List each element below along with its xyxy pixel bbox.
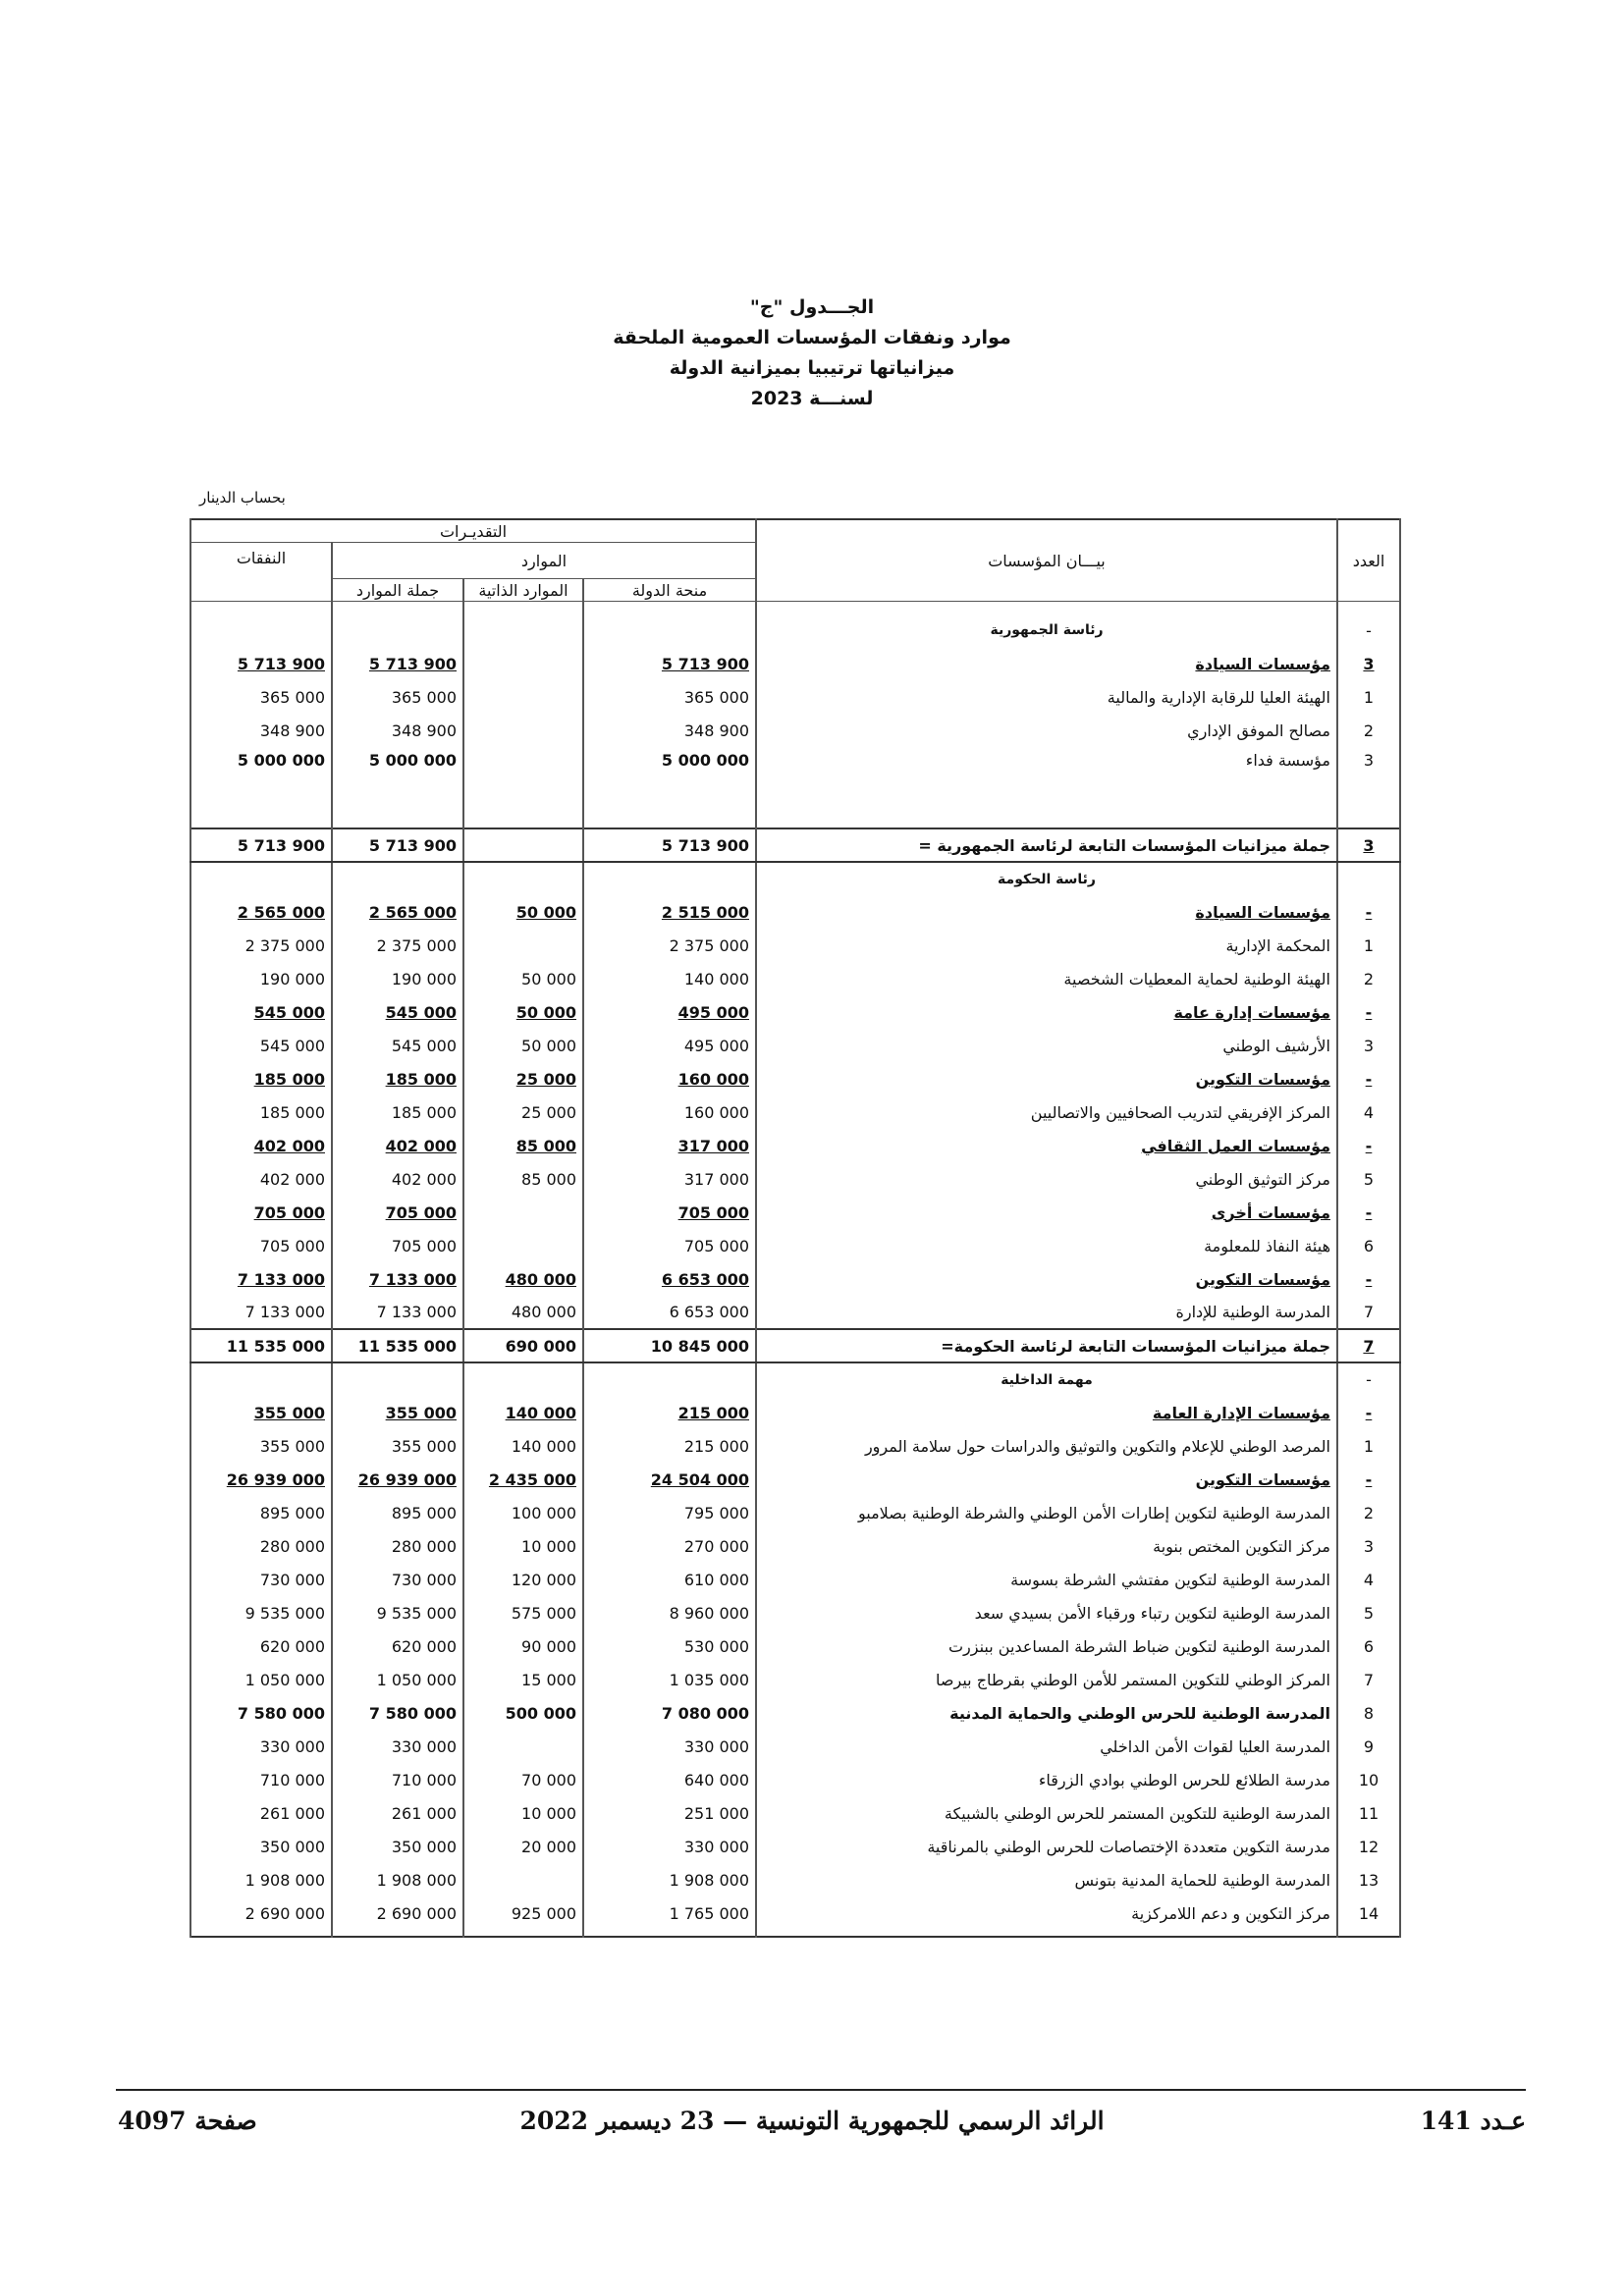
description-cell: مؤسسات السيادة bbox=[756, 647, 1337, 680]
number-cell: 6 bbox=[1337, 1629, 1400, 1663]
total-resources-cell: 355 000 bbox=[332, 1429, 463, 1463]
total-resources-cell: 330 000 bbox=[332, 1730, 463, 1763]
number-cell: - bbox=[1337, 1362, 1400, 1396]
expenses-cell: 2 375 000 bbox=[190, 929, 332, 962]
total-resources-cell bbox=[332, 1362, 463, 1396]
own-resources-cell: 100 000 bbox=[463, 1496, 583, 1529]
state-grant-cell: 140 000 bbox=[583, 962, 756, 995]
total-resources-cell: 620 000 bbox=[332, 1629, 463, 1663]
title-line-1: الجـــدول "ج" bbox=[749, 296, 875, 318]
description-cell: المدرسة الوطنية لتكوين رتباء ورقباء الأمن بسيدي سعد bbox=[756, 1596, 1337, 1629]
state-grant-cell: 348 900 bbox=[583, 714, 756, 747]
table-row bbox=[190, 1596, 1400, 1629]
header-state-grant: منحة الدولة bbox=[583, 579, 756, 602]
expenses-cell: 355 000 bbox=[190, 1396, 332, 1429]
description-cell: رئاسة الجمهورية bbox=[756, 614, 1337, 647]
table-row bbox=[190, 1362, 1400, 1396]
description-cell: المدرسة الوطنية للإدارة bbox=[756, 1296, 1337, 1329]
description-cell: الأرشيف الوطني bbox=[756, 1029, 1337, 1062]
number-cell: 8 bbox=[1337, 1696, 1400, 1730]
own-resources-cell: 2 435 000 bbox=[463, 1463, 583, 1496]
table-row bbox=[190, 1329, 1400, 1362]
number-cell: 2 bbox=[1337, 1496, 1400, 1529]
expenses-cell: 2 690 000 bbox=[190, 1896, 332, 1930]
own-resources-cell: 120 000 bbox=[463, 1563, 583, 1596]
description-cell: رئاسة الحكومة bbox=[756, 862, 1337, 895]
unit-label: بحساب الدينار bbox=[199, 489, 286, 507]
own-resources-cell bbox=[463, 714, 583, 747]
own-resources-cell bbox=[463, 828, 583, 862]
own-resources-cell: 50 000 bbox=[463, 995, 583, 1029]
description-cell: مصالح الموفق الإداري bbox=[756, 714, 1337, 747]
expenses-cell: 5 000 000 bbox=[190, 747, 332, 774]
state-grant-cell bbox=[583, 862, 756, 895]
expenses-cell: 190 000 bbox=[190, 962, 332, 995]
header-description: بيـــان المؤسسات bbox=[756, 519, 1337, 602]
expenses-cell: 402 000 bbox=[190, 1129, 332, 1162]
table-row bbox=[190, 962, 1400, 995]
footer-issue-number: عـدد 141 bbox=[1420, 2107, 1526, 2135]
footer-page-number: صفحة 4097 bbox=[118, 2107, 257, 2135]
state-grant-cell: 1 035 000 bbox=[583, 1663, 756, 1696]
table-row bbox=[190, 1496, 1400, 1529]
expenses-cell: 402 000 bbox=[190, 1162, 332, 1196]
state-grant-cell: 795 000 bbox=[583, 1496, 756, 1529]
state-grant-cell: 610 000 bbox=[583, 1563, 756, 1596]
description-cell: الهيئة العليا للرقابة الإدارية والمالية bbox=[756, 680, 1337, 714]
expenses-cell: 365 000 bbox=[190, 680, 332, 714]
own-resources-cell: 85 000 bbox=[463, 1129, 583, 1162]
number-cell: 3 bbox=[1337, 828, 1400, 862]
number-cell: 1 bbox=[1337, 1429, 1400, 1463]
description-cell: مؤسسات العمل الثقافي bbox=[756, 1129, 1337, 1162]
state-grant-cell bbox=[583, 774, 756, 828]
state-grant-cell: 317 000 bbox=[583, 1162, 756, 1196]
own-resources-cell bbox=[463, 929, 583, 962]
table-row bbox=[190, 1396, 1400, 1429]
description-cell: مؤسسات التكوين bbox=[756, 1262, 1337, 1296]
expenses-cell: 705 000 bbox=[190, 1196, 332, 1229]
total-resources-cell: 365 000 bbox=[332, 680, 463, 714]
description-cell: مركز التوثيق الوطني bbox=[756, 1162, 1337, 1196]
number-cell: - bbox=[1337, 895, 1400, 929]
expenses-cell: 9 535 000 bbox=[190, 1596, 332, 1629]
table-row bbox=[190, 1062, 1400, 1095]
number-cell: 12 bbox=[1337, 1830, 1400, 1863]
state-grant-cell: 7 080 000 bbox=[583, 1696, 756, 1730]
number-cell: - bbox=[1337, 1196, 1400, 1229]
expenses-cell bbox=[190, 862, 332, 895]
state-grant-cell: 495 000 bbox=[583, 995, 756, 1029]
state-grant-cell: 1 908 000 bbox=[583, 1863, 756, 1896]
state-grant-cell: 8 960 000 bbox=[583, 1596, 756, 1629]
own-resources-cell bbox=[463, 862, 583, 895]
title-line-2: موارد ونفقات المؤسسات العمومية الملحقة bbox=[613, 327, 1011, 348]
total-resources-cell: 11 535 000 bbox=[332, 1329, 463, 1362]
expenses-cell: 895 000 bbox=[190, 1496, 332, 1529]
description-cell: مركز التكوين و دعم اللامركزية bbox=[756, 1896, 1337, 1930]
number-cell: 3 bbox=[1337, 1529, 1400, 1563]
title-line-4: لسنـــة 2023 bbox=[750, 388, 874, 409]
own-resources-cell: 50 000 bbox=[463, 895, 583, 929]
total-resources-cell bbox=[332, 614, 463, 647]
own-resources-cell: 480 000 bbox=[463, 1262, 583, 1296]
number-cell: 3 bbox=[1337, 747, 1400, 774]
own-resources-cell bbox=[463, 614, 583, 647]
number-cell: - bbox=[1337, 1262, 1400, 1296]
number-cell: 3 bbox=[1337, 1029, 1400, 1062]
own-resources-cell bbox=[463, 1362, 583, 1396]
state-grant-cell: 530 000 bbox=[583, 1629, 756, 1663]
table-row bbox=[190, 1029, 1400, 1062]
total-resources-cell: 2 565 000 bbox=[332, 895, 463, 929]
description-cell: مؤسسات التكوين bbox=[756, 1062, 1337, 1095]
own-resources-cell: 20 000 bbox=[463, 1830, 583, 1863]
header-resources: الموارد bbox=[332, 543, 756, 579]
expenses-cell: 7 580 000 bbox=[190, 1696, 332, 1730]
expenses-cell: 185 000 bbox=[190, 1062, 332, 1095]
number-cell: 7 bbox=[1337, 1329, 1400, 1362]
state-grant-cell: 330 000 bbox=[583, 1830, 756, 1863]
number-cell: 6 bbox=[1337, 1229, 1400, 1262]
description-cell: مؤسسات إدارة عامة bbox=[756, 995, 1337, 1029]
number-cell: 5 bbox=[1337, 1596, 1400, 1629]
table-row bbox=[190, 1229, 1400, 1262]
expenses-cell: 348 900 bbox=[190, 714, 332, 747]
title-line-3: ميزانياتها ترتيبيا بميزانية الدولة bbox=[669, 357, 955, 379]
expenses-cell: 350 000 bbox=[190, 1830, 332, 1863]
own-resources-cell bbox=[463, 647, 583, 680]
expenses-cell: 730 000 bbox=[190, 1563, 332, 1596]
table-row bbox=[190, 647, 1400, 680]
state-grant-cell: 215 000 bbox=[583, 1429, 756, 1463]
description-cell: المدرسة العليا لقوات الأمن الداخلي bbox=[756, 1730, 1337, 1763]
own-resources-cell bbox=[463, 1196, 583, 1229]
number-cell: 11 bbox=[1337, 1796, 1400, 1830]
expenses-cell: 1 908 000 bbox=[190, 1863, 332, 1896]
expenses-cell bbox=[190, 774, 332, 828]
expenses-cell: 7 133 000 bbox=[190, 1262, 332, 1296]
total-resources-cell: 350 000 bbox=[332, 1830, 463, 1863]
total-resources-cell: 7 133 000 bbox=[332, 1296, 463, 1329]
description-cell: مهمة الداخلية bbox=[756, 1362, 1337, 1396]
expenses-cell: 330 000 bbox=[190, 1730, 332, 1763]
state-grant-cell: 160 000 bbox=[583, 1062, 756, 1095]
state-grant-cell: 705 000 bbox=[583, 1229, 756, 1262]
description-cell: المحكمة الإدارية bbox=[756, 929, 1337, 962]
description-cell: مدرسة التكوين متعددة الإختصاصات للحرس الوطني بالمرناقية bbox=[756, 1830, 1337, 1863]
own-resources-cell: 140 000 bbox=[463, 1429, 583, 1463]
table-row bbox=[190, 1529, 1400, 1563]
number-cell: - bbox=[1337, 1129, 1400, 1162]
state-grant-cell: 1 765 000 bbox=[583, 1896, 756, 1930]
own-resources-cell bbox=[463, 1229, 583, 1262]
description-cell bbox=[756, 774, 1337, 828]
total-resources-cell: 185 000 bbox=[332, 1095, 463, 1129]
number-cell: 2 bbox=[1337, 714, 1400, 747]
expenses-cell: 1 050 000 bbox=[190, 1663, 332, 1696]
table-row bbox=[190, 1463, 1400, 1496]
state-grant-cell: 2 375 000 bbox=[583, 929, 756, 962]
total-resources-cell: 1 908 000 bbox=[332, 1863, 463, 1896]
expenses-cell: 545 000 bbox=[190, 1029, 332, 1062]
total-resources-cell: 2 690 000 bbox=[332, 1896, 463, 1930]
table-row bbox=[190, 1563, 1400, 1596]
header-number: العدد bbox=[1337, 519, 1400, 602]
table-row bbox=[190, 1730, 1400, 1763]
own-resources-cell: 690 000 bbox=[463, 1329, 583, 1362]
number-cell: 3 bbox=[1337, 647, 1400, 680]
description-cell: مؤسسات الإدارة العامة bbox=[756, 1396, 1337, 1429]
table-row bbox=[190, 1896, 1400, 1930]
number-cell: 2 bbox=[1337, 962, 1400, 995]
own-resources-cell: 575 000 bbox=[463, 1596, 583, 1629]
own-resources-cell: 70 000 bbox=[463, 1763, 583, 1796]
header-estimates: التقديـرات bbox=[190, 519, 756, 543]
state-grant-cell: 2 515 000 bbox=[583, 895, 756, 929]
table-row bbox=[190, 1863, 1400, 1896]
number-cell: 7 bbox=[1337, 1663, 1400, 1696]
table-row bbox=[190, 1629, 1400, 1663]
number-cell: 14 bbox=[1337, 1896, 1400, 1930]
total-resources-cell: 5 713 900 bbox=[332, 647, 463, 680]
expenses-cell: 261 000 bbox=[190, 1796, 332, 1830]
table-body bbox=[190, 614, 1400, 1937]
own-resources-cell: 140 000 bbox=[463, 1396, 583, 1429]
total-resources-cell: 895 000 bbox=[332, 1496, 463, 1529]
total-resources-cell: 190 000 bbox=[332, 962, 463, 995]
total-resources-cell bbox=[332, 862, 463, 895]
number-cell: - bbox=[1337, 995, 1400, 1029]
total-resources-cell: 705 000 bbox=[332, 1229, 463, 1262]
table-row bbox=[190, 774, 1400, 828]
description-cell: مؤسسات السيادة bbox=[756, 895, 1337, 929]
table-row bbox=[190, 1663, 1400, 1696]
state-grant-cell: 270 000 bbox=[583, 1529, 756, 1563]
table-row bbox=[190, 680, 1400, 714]
state-grant-cell: 6 653 000 bbox=[583, 1262, 756, 1296]
description-cell: جملة ميزانيات المؤسسات التابعة لرئاسة الجمهورية = bbox=[756, 828, 1337, 862]
own-resources-cell: 25 000 bbox=[463, 1062, 583, 1095]
budget-table bbox=[189, 518, 1401, 1938]
own-resources-cell bbox=[463, 774, 583, 828]
own-resources-cell: 25 000 bbox=[463, 1095, 583, 1129]
number-cell: 13 bbox=[1337, 1863, 1400, 1896]
total-resources-cell: 402 000 bbox=[332, 1162, 463, 1196]
description-cell: المدرسة الوطنية للحرس الوطني والحماية المدنية bbox=[756, 1696, 1337, 1730]
own-resources-cell: 10 000 bbox=[463, 1529, 583, 1563]
expenses-cell: 280 000 bbox=[190, 1529, 332, 1563]
number-cell: 5 bbox=[1337, 1162, 1400, 1196]
number-cell: 4 bbox=[1337, 1563, 1400, 1596]
expenses-cell bbox=[190, 614, 332, 647]
own-resources-cell bbox=[463, 680, 583, 714]
number-cell: - bbox=[1337, 1062, 1400, 1095]
table-row bbox=[190, 1429, 1400, 1463]
number-cell: 1 bbox=[1337, 929, 1400, 962]
expenses-cell: 11 535 000 bbox=[190, 1329, 332, 1362]
expenses-cell: 620 000 bbox=[190, 1629, 332, 1663]
table-row bbox=[190, 895, 1400, 929]
state-grant-cell bbox=[583, 1362, 756, 1396]
table-row bbox=[190, 1696, 1400, 1730]
number-cell: - bbox=[1337, 1396, 1400, 1429]
description-cell: المركز الإفريقي لتدريب الصحافيين والاتصاليين bbox=[756, 1095, 1337, 1129]
state-grant-cell: 6 653 000 bbox=[583, 1296, 756, 1329]
state-grant-cell: 495 000 bbox=[583, 1029, 756, 1062]
total-resources-cell: 1 050 000 bbox=[332, 1663, 463, 1696]
own-resources-cell bbox=[463, 1730, 583, 1763]
own-resources-cell: 925 000 bbox=[463, 1896, 583, 1930]
total-resources-cell: 355 000 bbox=[332, 1396, 463, 1429]
description-cell: المدرسة الوطنية لتكوين إطارات الأمن الوطني والشرطة الوطنية بصلامبو bbox=[756, 1496, 1337, 1529]
total-resources-cell: 2 375 000 bbox=[332, 929, 463, 962]
number-cell: 7 bbox=[1337, 1296, 1400, 1329]
state-grant-cell: 640 000 bbox=[583, 1763, 756, 1796]
total-resources-cell: 26 939 000 bbox=[332, 1463, 463, 1496]
state-grant-cell: 705 000 bbox=[583, 1196, 756, 1229]
description-cell: مركز التكوين المختص بنوبة bbox=[756, 1529, 1337, 1563]
own-resources-cell bbox=[463, 747, 583, 774]
number-cell: 10 bbox=[1337, 1763, 1400, 1796]
total-resources-cell: 7 580 000 bbox=[332, 1696, 463, 1730]
description-cell: هيئة النفاذ للمعلومة bbox=[756, 1229, 1337, 1262]
number-cell: - bbox=[1337, 1463, 1400, 1496]
expenses-cell: 5 713 900 bbox=[190, 647, 332, 680]
footer-rule bbox=[116, 2089, 1526, 2091]
total-resources-cell: 545 000 bbox=[332, 995, 463, 1029]
state-grant-cell: 160 000 bbox=[583, 1095, 756, 1129]
expenses-cell: 355 000 bbox=[190, 1429, 332, 1463]
state-grant-cell bbox=[583, 614, 756, 647]
state-grant-cell: 215 000 bbox=[583, 1396, 756, 1429]
table-row bbox=[190, 1796, 1400, 1830]
state-grant-cell: 5 713 900 bbox=[583, 647, 756, 680]
own-resources-cell: 15 000 bbox=[463, 1663, 583, 1696]
own-resources-cell: 50 000 bbox=[463, 1029, 583, 1062]
total-resources-cell: 280 000 bbox=[332, 1529, 463, 1563]
total-resources-cell: 261 000 bbox=[332, 1796, 463, 1830]
table-row bbox=[190, 1095, 1400, 1129]
header-total-resources: جملة الموارد bbox=[332, 579, 463, 602]
table-row bbox=[190, 1162, 1400, 1196]
expenses-cell: 710 000 bbox=[190, 1763, 332, 1796]
table-row bbox=[190, 747, 1400, 774]
table-row bbox=[190, 1129, 1400, 1162]
table-row bbox=[190, 714, 1400, 747]
expenses-cell: 7 133 000 bbox=[190, 1296, 332, 1329]
state-grant-cell: 365 000 bbox=[583, 680, 756, 714]
own-resources-cell: 10 000 bbox=[463, 1796, 583, 1830]
number-cell: 1 bbox=[1337, 680, 1400, 714]
total-resources-cell: 9 535 000 bbox=[332, 1596, 463, 1629]
own-resources-cell bbox=[463, 1863, 583, 1896]
table-row bbox=[190, 828, 1400, 862]
expenses-cell bbox=[190, 1362, 332, 1396]
expenses-cell: 705 000 bbox=[190, 1229, 332, 1262]
total-resources-cell: 185 000 bbox=[332, 1062, 463, 1095]
number-cell: 9 bbox=[1337, 1730, 1400, 1763]
expenses-cell: 545 000 bbox=[190, 995, 332, 1029]
table-row bbox=[190, 1763, 1400, 1796]
description-cell: جملة ميزانيات المؤسسات التابعة لرئاسة الحكومة= bbox=[756, 1329, 1337, 1362]
state-grant-cell: 24 504 000 bbox=[583, 1463, 756, 1496]
table-row bbox=[190, 862, 1400, 895]
description-cell: المرصد الوطني للإعلام والتكوين والتوثيق والدراسات حول سلامة المرور bbox=[756, 1429, 1337, 1463]
total-resources-cell: 7 133 000 bbox=[332, 1262, 463, 1296]
footer-publication: الرائد الرسمي للجمهورية التونسية — 23 ديسمبر 2022 bbox=[519, 2107, 1105, 2135]
state-grant-cell: 5 000 000 bbox=[583, 747, 756, 774]
total-resources-cell bbox=[332, 774, 463, 828]
expenses-cell: 5 713 900 bbox=[190, 828, 332, 862]
number-cell: - bbox=[1337, 614, 1400, 647]
description-cell: المدرسة الوطنية للتكوين المستمر للحرس الوطني بالشبيكة bbox=[756, 1796, 1337, 1830]
total-resources-cell: 5 713 900 bbox=[332, 828, 463, 862]
number-cell bbox=[1337, 774, 1400, 828]
total-resources-cell: 5 000 000 bbox=[332, 747, 463, 774]
total-resources-cell: 545 000 bbox=[332, 1029, 463, 1062]
table-filler-row bbox=[190, 1930, 1400, 1937]
description-cell: المركز الوطني للتكوين المستمر للأمن الوطني بقرطاج بيرصا bbox=[756, 1663, 1337, 1696]
table-row bbox=[190, 995, 1400, 1029]
header-expenses: النفقات bbox=[190, 543, 332, 602]
table-row bbox=[190, 1830, 1400, 1863]
description-cell: مدرسة الطلائع للحرس الوطني بوادي الزرقاء bbox=[756, 1763, 1337, 1796]
description-cell: مؤسسة فداء bbox=[756, 747, 1337, 774]
own-resources-cell: 500 000 bbox=[463, 1696, 583, 1730]
own-resources-cell: 85 000 bbox=[463, 1162, 583, 1196]
state-grant-cell: 10 845 000 bbox=[583, 1329, 756, 1362]
state-grant-cell: 317 000 bbox=[583, 1129, 756, 1162]
description-cell: مؤسسات أخرى bbox=[756, 1196, 1337, 1229]
state-grant-cell: 5 713 900 bbox=[583, 828, 756, 862]
table-title-block bbox=[0, 293, 1624, 414]
table-row bbox=[190, 1196, 1400, 1229]
total-resources-cell: 705 000 bbox=[332, 1196, 463, 1229]
own-resources-cell: 480 000 bbox=[463, 1296, 583, 1329]
table-row bbox=[190, 614, 1400, 647]
total-resources-cell: 730 000 bbox=[332, 1563, 463, 1596]
state-grant-cell: 251 000 bbox=[583, 1796, 756, 1830]
state-grant-cell: 330 000 bbox=[583, 1730, 756, 1763]
table-row bbox=[190, 929, 1400, 962]
description-cell: الهيئة الوطنية لحماية المعطيات الشخصية bbox=[756, 962, 1337, 995]
total-resources-cell: 402 000 bbox=[332, 1129, 463, 1162]
own-resources-cell: 50 000 bbox=[463, 962, 583, 995]
number-cell bbox=[1337, 862, 1400, 895]
header-own-resources: الموارد الذاتية bbox=[463, 579, 583, 602]
table-row bbox=[190, 1262, 1400, 1296]
expenses-cell: 185 000 bbox=[190, 1095, 332, 1129]
description-cell: مؤسسات التكوين bbox=[756, 1463, 1337, 1496]
description-cell: المدرسة الوطنية للحماية المدنية بتونس bbox=[756, 1863, 1337, 1896]
description-cell: المدرسة الوطنية لتكوين مفتشي الشرطة بسوسة bbox=[756, 1563, 1337, 1596]
own-resources-cell: 90 000 bbox=[463, 1629, 583, 1663]
expenses-cell: 2 565 000 bbox=[190, 895, 332, 929]
total-resources-cell: 710 000 bbox=[332, 1763, 463, 1796]
table-row bbox=[190, 1296, 1400, 1329]
description-cell: المدرسة الوطنية لتكوين ضباط الشرطة المساعدين ببنزرت bbox=[756, 1629, 1337, 1663]
number-cell: 4 bbox=[1337, 1095, 1400, 1129]
expenses-cell: 26 939 000 bbox=[190, 1463, 332, 1496]
total-resources-cell: 348 900 bbox=[332, 714, 463, 747]
